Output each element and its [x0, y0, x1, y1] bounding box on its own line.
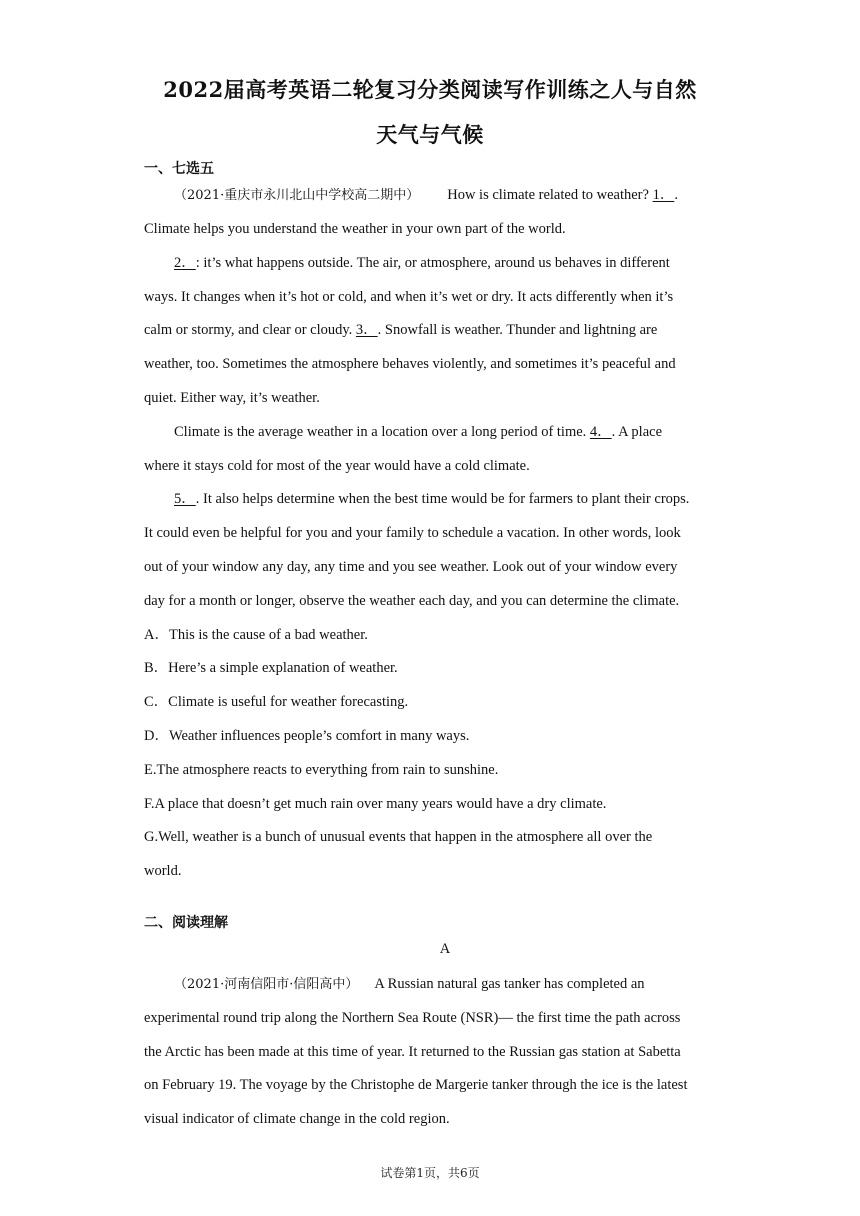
paragraph-line: weather, too. Sometimes the atmosphere behaves violently, and sometimes it’s peaceful and	[144, 356, 676, 372]
blank-4[interactable]: 4．	[589, 424, 612, 440]
blank-1[interactable]: 1．	[652, 187, 675, 203]
option-a: A．This is the cause of a bad weather.	[144, 627, 368, 643]
option-c: C．Climate is useful for weather forecasting.	[144, 694, 409, 710]
document-subtitle: 天气与气候	[376, 122, 484, 147]
paragraph-line: experimental round trip along the Northern Sea Route (NSR)— the first time the path across	[144, 1010, 681, 1026]
paragraph-line: visual indicator of climate change in the cold region.	[144, 1111, 450, 1127]
page-footer: 试卷第1页，共6页	[380, 1166, 480, 1180]
option-e: E.The atmosphere reacts to everything from rain to sunshine.	[144, 762, 499, 778]
paragraph-line: calm or stormy, and clear or cloudy. 3．. Snowfall is weather. Thunder and lightning are	[144, 322, 658, 338]
paragraph-line: （2021·重庆市永川北山中学校高二期中） How is climate related to weather? 1．.	[174, 187, 678, 203]
blank-3[interactable]: 3．	[355, 322, 378, 338]
blank-2[interactable]: 2．	[174, 255, 196, 271]
paragraph-line: （2021·河南信阳市·信阳高中） A Russian natural gas tanker has completed an	[174, 976, 645, 992]
passage-label: A	[439, 941, 451, 957]
paragraph-line: 5．. It also helps determine when the best time would be for farmers to plant their crops.	[174, 491, 690, 507]
paragraph-line: where it stays cold for most of the year would have a cold climate.	[144, 458, 530, 474]
paragraph-line: It could even be helpful for you and your family to schedule a vacation. In other words, look	[144, 525, 681, 541]
paragraph-line: Climate is the average weather in a location over a long period of time. 4．. A place	[174, 424, 663, 440]
document-title: 2022届高考英语二轮复习分类阅读写作训练之人与自然	[163, 77, 697, 102]
paragraph-line: on February 19. The voyage by the Christophe de Margerie tanker through the ice is the latest	[144, 1077, 688, 1093]
paragraph-line: ways. It changes when it’s hot or cold, and when it’s wet or dry. It acts differently when it’s	[144, 289, 674, 305]
option-b: B．Here’s a simple explanation of weather.	[144, 660, 398, 676]
paragraph-line: the Arctic has been made at this time of year. It returned to the Russian gas station at Sabetta	[144, 1044, 681, 1060]
section-heading-reading: 二、阅读理解	[144, 915, 228, 931]
option-d: D．Weather influences people’s comfort in many ways.	[144, 728, 470, 744]
section-heading-seven-choose-five: 一、七选五	[144, 161, 214, 177]
paragraph-line: quiet. Either way, it’s weather.	[144, 390, 320, 406]
paragraph-line: Climate helps you understand the weather in your own part of the world.	[144, 221, 566, 237]
source-citation: （2021·重庆市永川北山中学校高二期中）	[174, 188, 420, 203]
option-g: G.Well, weather is a bunch of unusual events that happen in the atmosphere all over the	[144, 829, 653, 845]
paragraph-line: day for a month or longer, observe the weather each day, and you can determine the climate.	[144, 593, 680, 609]
option-g-continued: world.	[144, 863, 182, 879]
source-citation: （2021·河南信阳市·信阳高中）	[174, 977, 359, 992]
blank-5[interactable]: 5．	[174, 491, 196, 507]
option-f: F.A place that doesn’t get much rain over many years would have a dry climate.	[144, 796, 607, 812]
paragraph-line: out of your window any day, any time and you see weather. Look out of your window every	[144, 559, 678, 575]
paragraph-line: 2．: it’s what happens outside. The air, or atmosphere, around us behaves in different	[174, 255, 670, 271]
